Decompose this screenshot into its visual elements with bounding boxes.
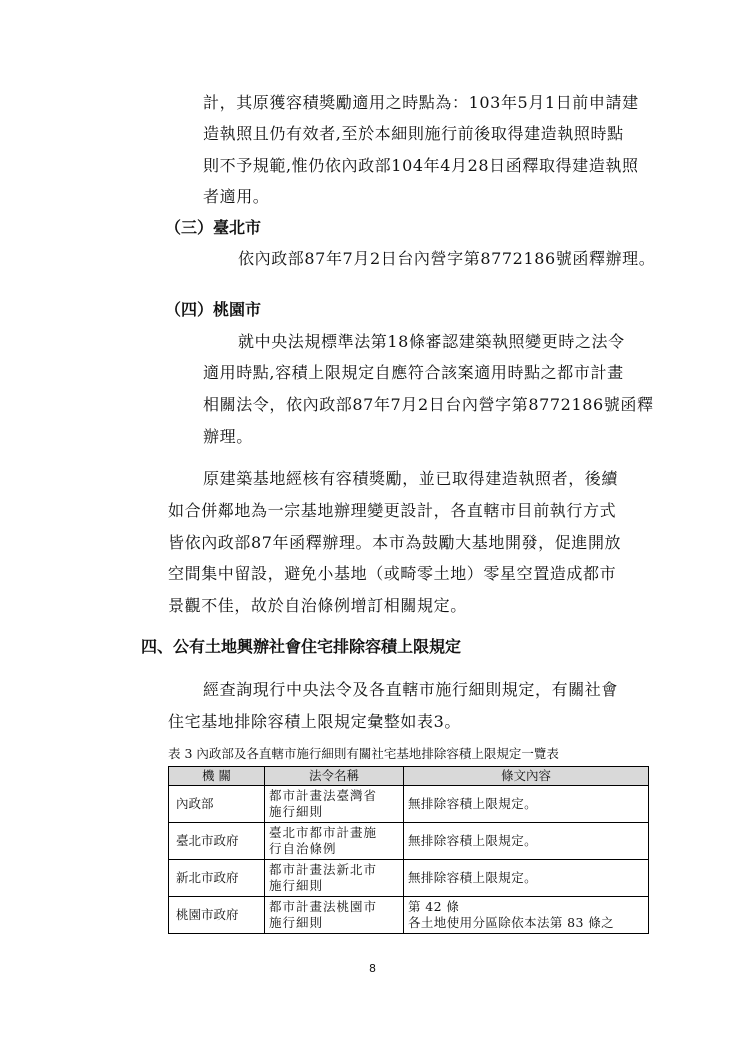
paragraph-line: 住宅基地排除容積上限規定彙整如表3。 <box>168 712 461 731</box>
law-name-cell <box>265 823 404 860</box>
agency-cell: 臺北市政府 <box>169 823 265 860</box>
article-line: 各土地使用分區除依本法第 83 條之 <box>408 915 615 930</box>
section-heading: （三）臺北市 <box>165 218 262 237</box>
paragraph-line: 依內政部87年7月2日台內營字第8772186號函釋辦理。 <box>238 249 656 268</box>
paragraph-line: 就中央法規標準法第18條審認建築執照變更時之法令 <box>238 332 625 351</box>
paragraph-line: 計，其原獲容積獎勵適用之時點為：103年5月1日前申請建 <box>203 93 639 112</box>
table-header-row <box>169 767 649 786</box>
agency-cell: 桃園市政府 <box>169 897 265 934</box>
header-law-name: 法令名稱 <box>265 767 404 786</box>
header-agency: 機 關 <box>169 767 265 786</box>
header-article-content: 條文內容 <box>404 767 649 786</box>
law-name-cell <box>265 897 404 934</box>
article-cell <box>404 823 649 860</box>
law-name-line: 都市計畫法桃園市 <box>269 899 378 914</box>
paragraph-line: 造執照且仍有效者,至於本細則施行前後取得建造執照時點 <box>203 124 624 143</box>
paragraph-line: 則不予規範,惟仍依內政部104年4月28日函釋取得建造執照 <box>203 156 639 175</box>
paragraph-line: 如合併鄰地為一宗基地辦理變更設計，各直轄市目前執行方式 <box>168 501 617 520</box>
law-name-line: 都市計畫法新北市 <box>269 862 378 877</box>
law-name-line: 行自治條例 <box>269 841 337 856</box>
law-name-cell <box>265 860 404 897</box>
paragraph-line: 景觀不佳，故於自治條例增訂相關規定。 <box>168 596 467 615</box>
paragraph-line: 原建築基地經核有容積獎勵，並已取得建造執照者，後續 <box>203 469 619 488</box>
article-line: 無排除容積上限規定。 <box>408 796 538 811</box>
paragraph-line: 經查詢現行中央法令及各直轄市施行細則規定，有關社會 <box>203 680 619 699</box>
law-name-line: 施行細則 <box>269 804 324 819</box>
article-line: 第 42 條 <box>408 899 460 914</box>
agency-cell: 新北市政府 <box>169 860 265 897</box>
regulation-table <box>168 766 649 934</box>
law-name-line: 施行細則 <box>269 878 324 893</box>
law-name-line: 臺北市都市計畫施 <box>269 825 378 840</box>
article-line: 無排除容積上限規定。 <box>408 833 538 848</box>
table-row <box>169 786 649 823</box>
table-caption: 表 3 內政部及各直轄市施行細則有關社宅基地排除容積上限規定一覽表 <box>168 746 559 761</box>
paragraph-line: 相關法令，依內政部87年7月2日台內營字第8772186號函釋 <box>203 395 654 414</box>
agency-cell: 內政部 <box>169 786 265 823</box>
law-name-cell <box>265 786 404 823</box>
law-name-line: 施行細則 <box>269 915 324 930</box>
paragraph-line: 者適用。 <box>203 187 270 206</box>
table-row <box>169 823 649 860</box>
article-cell <box>404 786 649 823</box>
section-heading: （四）桃園市 <box>165 300 262 319</box>
article-cell <box>404 897 649 934</box>
article-line: 無排除容積上限規定。 <box>408 870 538 885</box>
law-name-line: 都市計畫法臺灣省 <box>269 788 378 803</box>
table-row <box>169 897 649 934</box>
page-number: 8 <box>369 962 376 975</box>
chapter-heading: 四、公有土地興辦社會住宅排除容積上限規定 <box>141 637 462 656</box>
paragraph-line: 空間集中留設，避免小基地（或畸零土地）零星空置造成都市 <box>168 564 617 583</box>
table-row <box>169 860 649 897</box>
paragraph-line: 辦理。 <box>203 427 253 446</box>
paragraph-line: 皆依內政部87年函釋辦理。本市為鼓勵大基地開發，促進開放 <box>168 533 622 552</box>
paragraph-line: 適用時點,容積上限規定自應符合該案適用時點之都市計畫 <box>203 363 624 382</box>
article-cell <box>404 860 649 897</box>
